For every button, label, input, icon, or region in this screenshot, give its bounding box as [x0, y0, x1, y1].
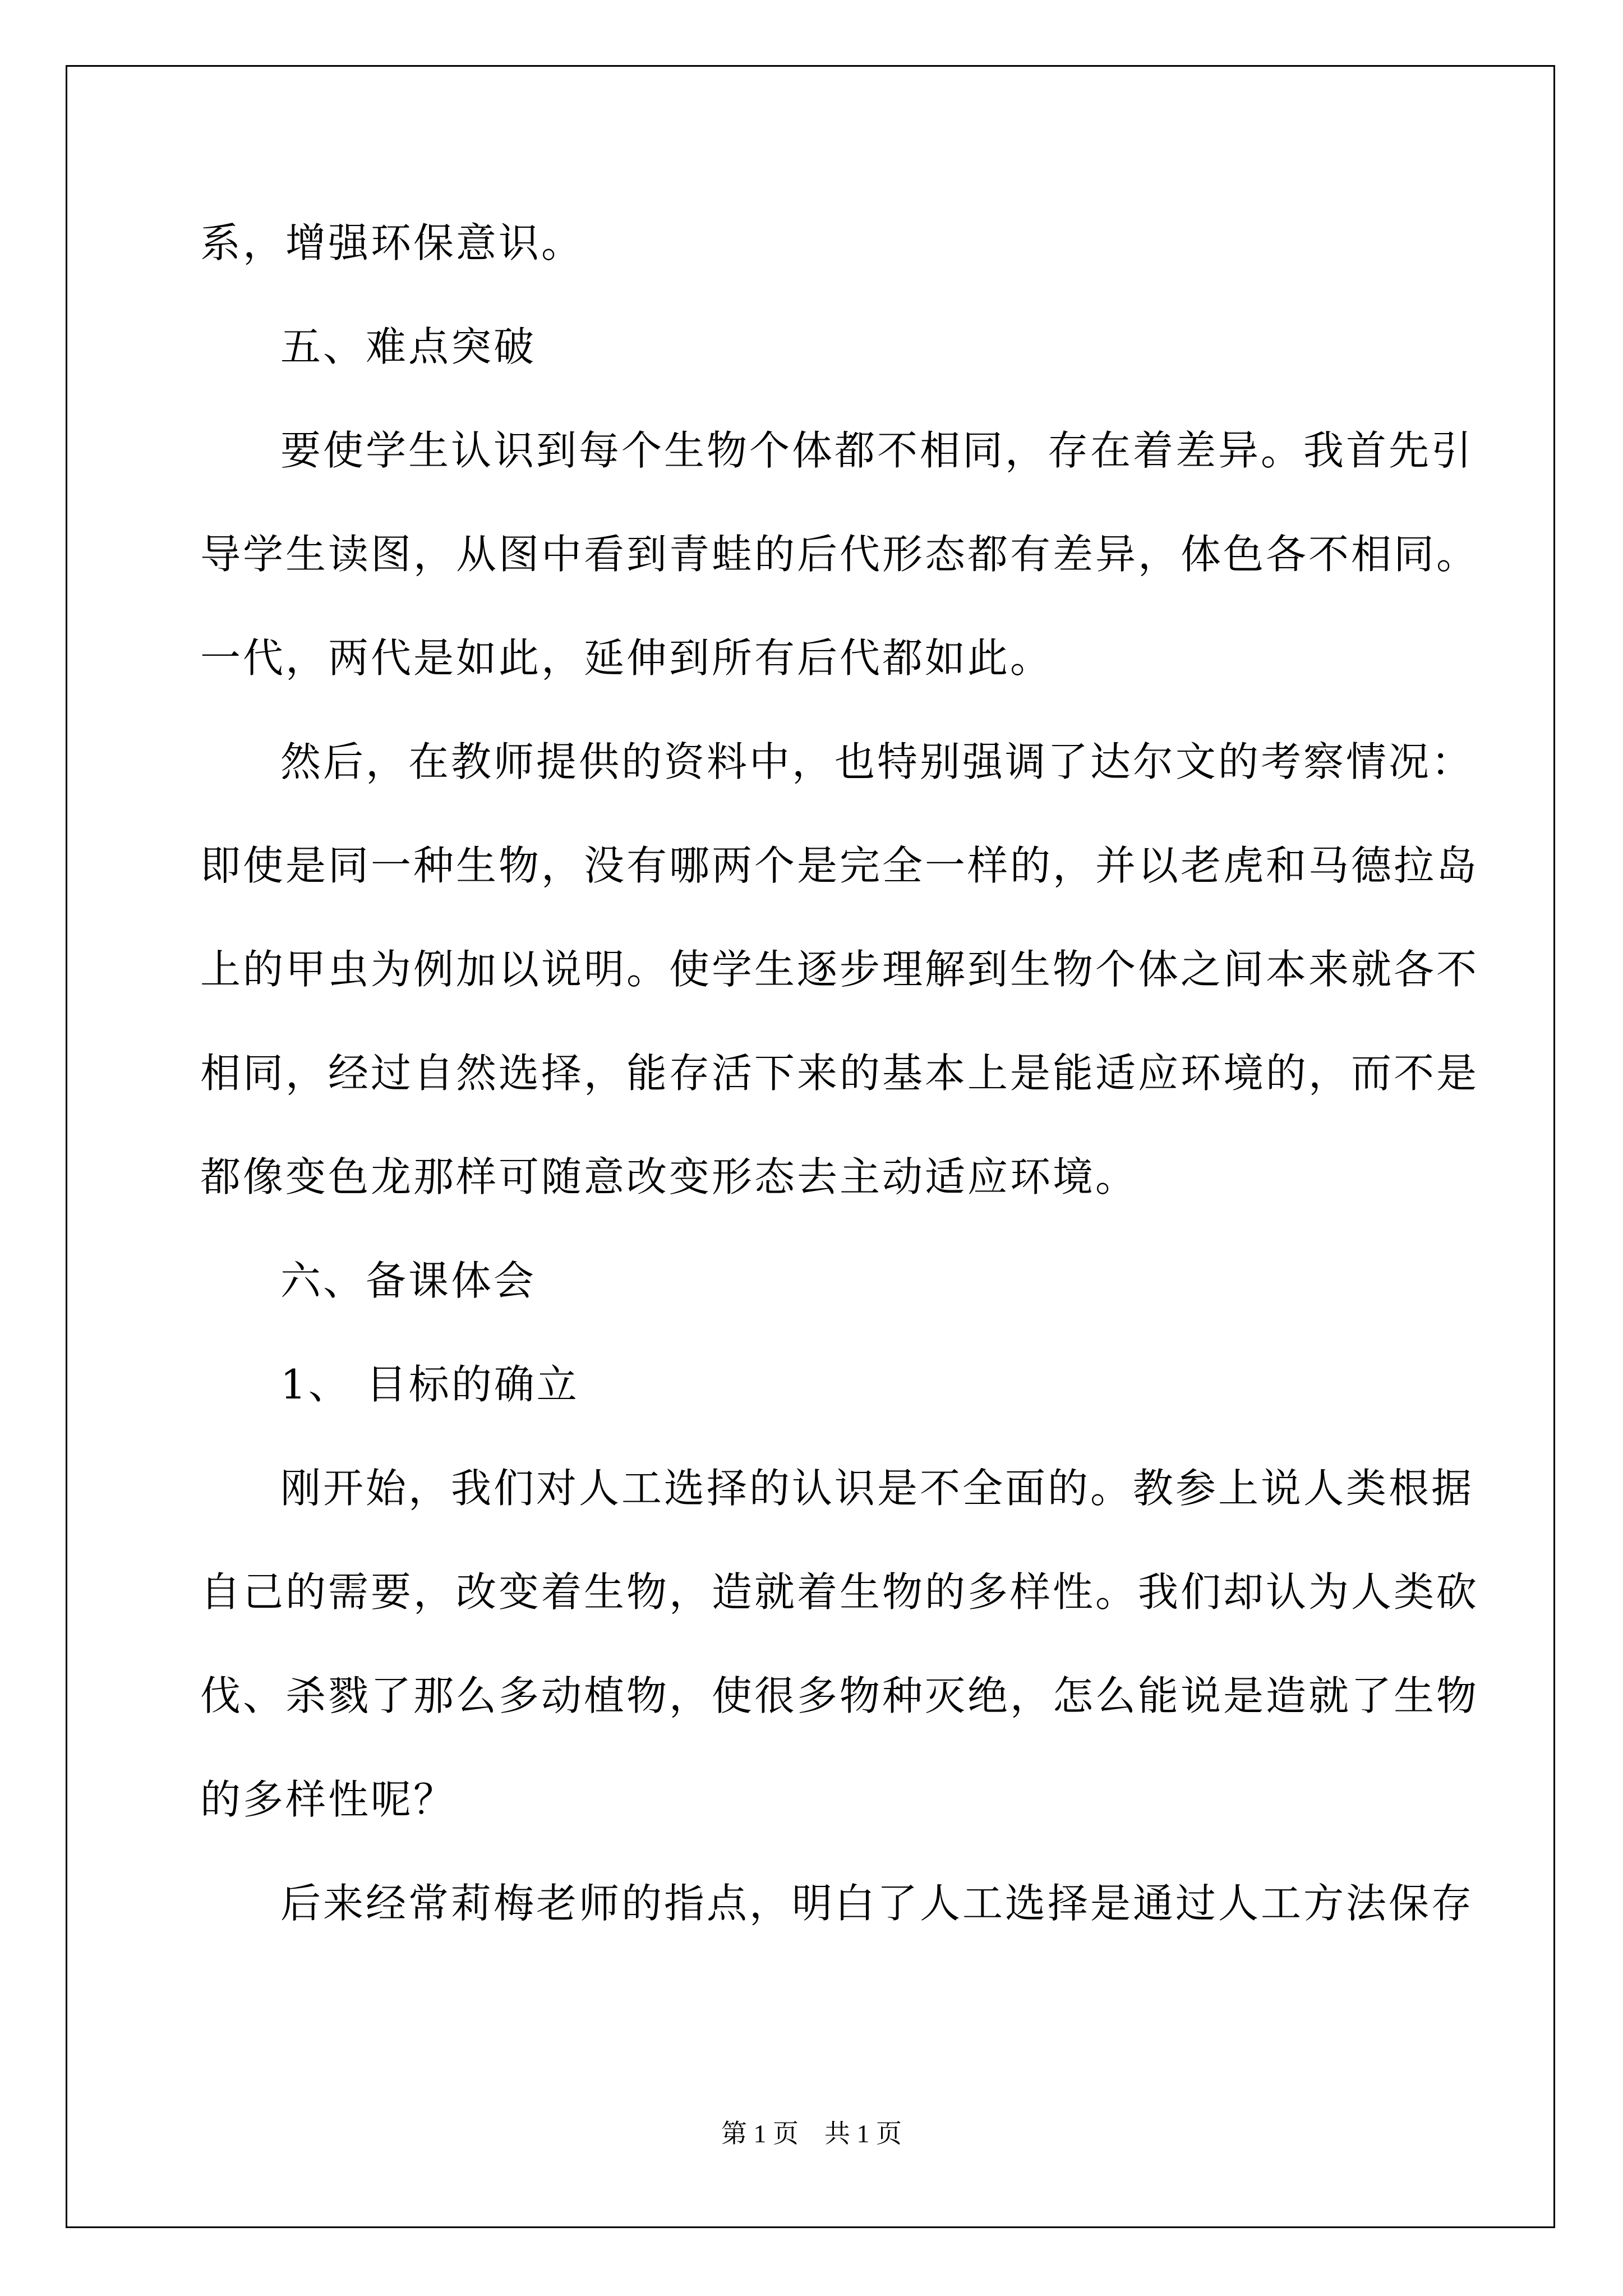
page-footer: 第 1 页 共 1 页 — [721, 2119, 902, 2148]
paragraph-line: 即使是同一种生物，没有哪两个是完全一样的，并以老虎和马德拉岛 — [200, 842, 1479, 889]
paragraph-line: 系，增强环保意识。 — [200, 219, 584, 266]
paragraph-line: 后来经常莉梅老师的指点，明白了人工选择是通过人工方法保存 — [280, 1880, 1474, 1927]
paragraph-line: 都像变色龙那样可随意改变形态去主动适应环境。 — [200, 1153, 1138, 1200]
section-heading: 五、难点突破 — [280, 323, 537, 370]
subsection-heading: 1、 目标的确立 — [280, 1361, 579, 1408]
section-heading: 六、备课体会 — [280, 1257, 537, 1304]
paragraph-line: 要使学生认识到每个生物个体都不相同，存在着差异。我首先引 — [280, 427, 1474, 474]
paragraph-line: 然后，在教师提供的资料中，也特别强调了达尔文的考察情况： — [280, 738, 1474, 785]
paragraph-line: 相同，经过自然选择，能存活下来的基本上是能适应环境的，而不是 — [200, 1050, 1479, 1097]
paragraph-line: 导学生读图，从图中看到青蛙的后代形态都有差异，体色各不相同。 — [200, 531, 1479, 578]
paragraph-line: 的多样性呢？ — [200, 1776, 457, 1823]
paragraph-line: 刚开始，我们对人工选择的认识是不全面的。教参上说人类根据 — [280, 1465, 1474, 1512]
paragraph-line: 伐、杀戮了那么多动植物，使很多物种灭绝，怎么能说是造就了生物 — [200, 1672, 1479, 1719]
paragraph-line: 自己的需要，改变着生物，造就着生物的多样性。我们却认为人类砍 — [200, 1568, 1479, 1616]
paragraph-line: 一代，两代是如此，延伸到所有后代都如此。 — [200, 634, 1053, 682]
paragraph-line: 上的甲虫为例加以说明。使学生逐步理解到生物个体之间本来就各不 — [200, 946, 1479, 993]
